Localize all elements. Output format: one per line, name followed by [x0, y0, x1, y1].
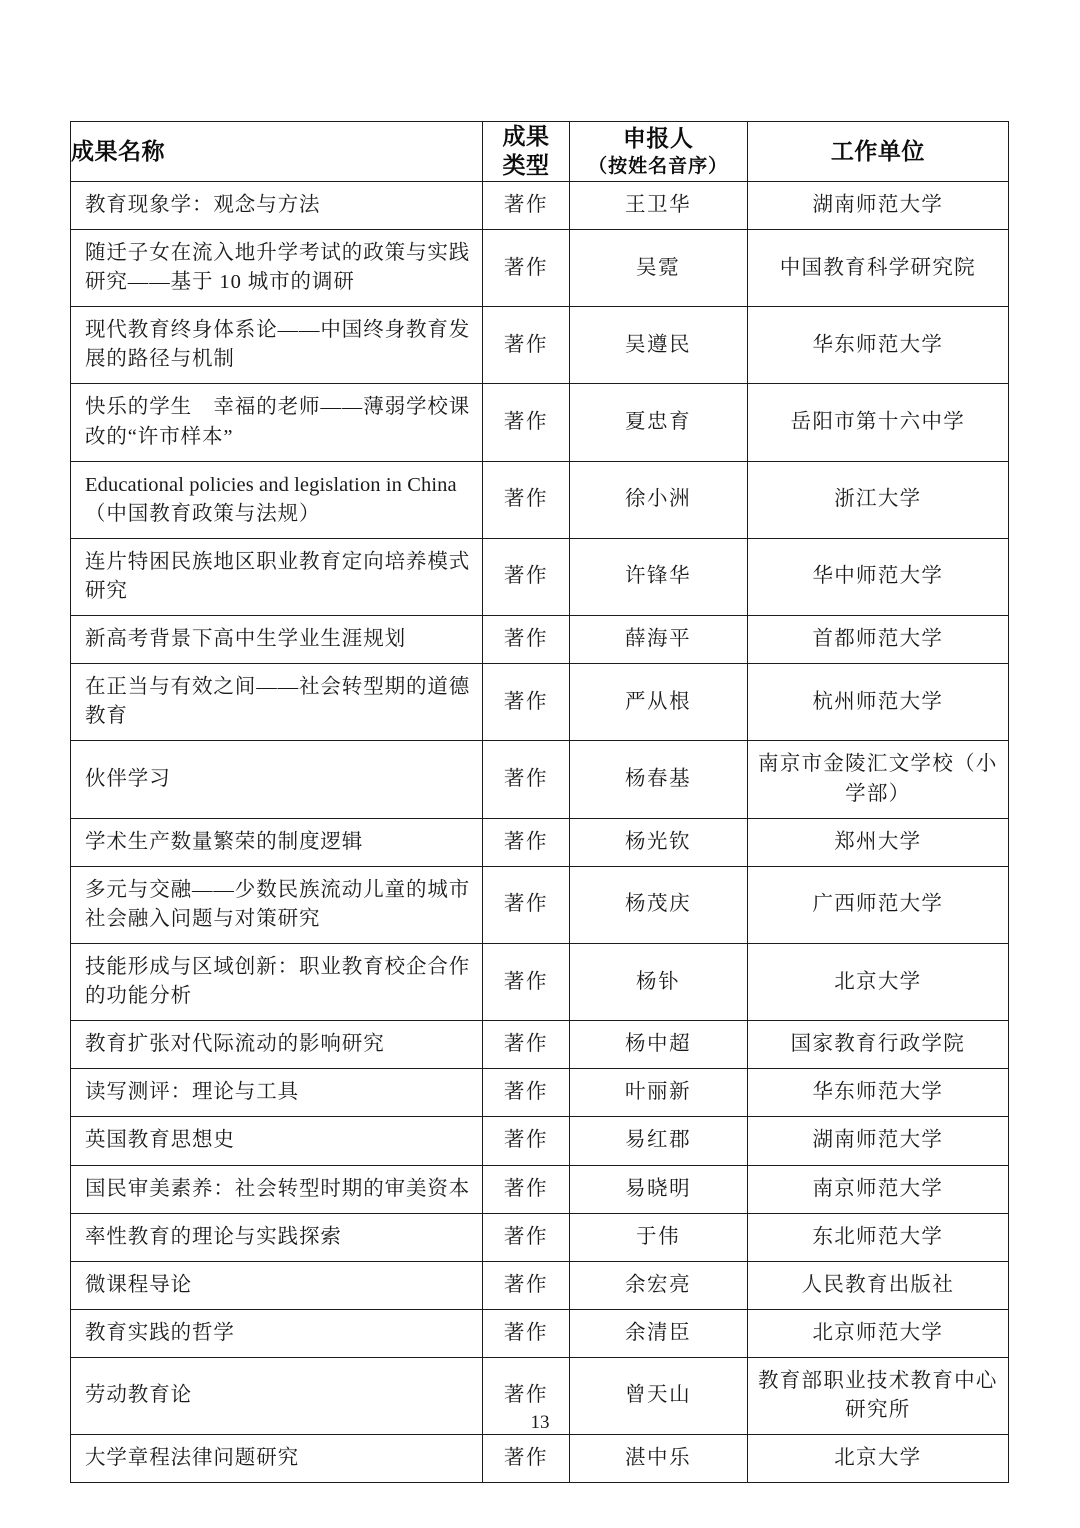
- cell-achievement-title: [71, 616, 483, 664]
- achievement-title-text: 在正当与有效之间——社会转型期的道德教育: [85, 676, 471, 728]
- header-title: [71, 122, 483, 182]
- cell-organization: 北京师范大学: [747, 1309, 1008, 1357]
- cell-applicant-name: 曾天山: [569, 1357, 747, 1434]
- cell-applicant-name: 杨钋: [569, 943, 747, 1020]
- cell-organization: 国家教育行政学院: [747, 1021, 1008, 1069]
- cell-achievement-type: 著作: [483, 1021, 569, 1069]
- cell-applicant-name: 杨中超: [569, 1021, 747, 1069]
- achievement-title-text: 快乐的学生 幸福的老师——薄弱学校课改的“许市样本”: [85, 396, 471, 448]
- cell-applicant-name: 于伟: [569, 1213, 747, 1261]
- table-row: [71, 818, 1009, 866]
- table-row: [71, 741, 1009, 818]
- cell-achievement-title: [71, 664, 483, 741]
- cell-achievement-type: 著作: [483, 616, 569, 664]
- cell-organization: 首都师范大学: [747, 616, 1008, 664]
- cell-organization: 广西师范大学: [747, 866, 1008, 943]
- cell-achievement-title: [71, 1021, 483, 1069]
- header-organization-label: 工作单位: [830, 137, 925, 164]
- cell-organization: 人民教育出版社: [747, 1261, 1008, 1309]
- header-applicant-label: 申报人: [622, 124, 694, 151]
- cell-achievement-type: 著作: [483, 1261, 569, 1309]
- cell-achievement-type: 著作: [483, 1213, 569, 1261]
- cell-achievement-title: [71, 1069, 483, 1117]
- table-row: [71, 664, 1009, 741]
- cell-achievement-type: 著作: [483, 664, 569, 741]
- cell-organization: 华东师范大学: [747, 1069, 1008, 1117]
- table-body: [71, 181, 1009, 1482]
- achievement-title-text: 英国教育思想史: [85, 1129, 235, 1152]
- cell-applicant-name: 叶丽新: [569, 1069, 747, 1117]
- achievement-title-text: 率性教育的理论与实践探索: [85, 1225, 342, 1248]
- cell-achievement-title: [71, 1309, 483, 1357]
- header-type: [483, 122, 569, 182]
- cell-organization: 南京师范大学: [747, 1165, 1008, 1213]
- cell-achievement-title: [71, 384, 483, 461]
- table-row: [71, 538, 1009, 615]
- cell-organization: 南京市金陵汇文学校（小学部）: [747, 741, 1008, 818]
- cell-achievement-title: [71, 943, 483, 1020]
- table-row: [71, 307, 1009, 384]
- cell-achievement-type: 著作: [483, 943, 569, 1020]
- cell-applicant-name: 杨光钦: [569, 818, 747, 866]
- cell-achievement-title: [71, 866, 483, 943]
- cell-achievement-type: 著作: [483, 741, 569, 818]
- cell-achievement-type: 著作: [483, 538, 569, 615]
- cell-achievement-title: [71, 1435, 483, 1483]
- header-applicant: [569, 122, 747, 182]
- cell-applicant-name: 余宏亮: [569, 1261, 747, 1309]
- cell-achievement-title: [71, 741, 483, 818]
- achievement-title-text: 教育现象学：观念与方法: [85, 193, 321, 216]
- table-row: [71, 943, 1009, 1020]
- table-header: [71, 122, 1009, 182]
- table-row: [71, 1069, 1009, 1117]
- cell-applicant-name: 易红郡: [569, 1117, 747, 1165]
- achievement-title-text: 大学章程法律问题研究: [85, 1447, 299, 1470]
- cell-applicant-name: 杨春基: [569, 741, 747, 818]
- achievement-title-text: 新高考背景下高中生学业生涯规划: [85, 628, 406, 651]
- page-number: 13: [530, 1412, 550, 1433]
- achievements-table: [70, 121, 1009, 1483]
- cell-achievement-type: 著作: [483, 461, 569, 538]
- cell-achievement-title: [71, 229, 483, 306]
- cell-achievement-type: 著作: [483, 866, 569, 943]
- table-row: [71, 384, 1009, 461]
- cell-achievement-title: [71, 307, 483, 384]
- cell-applicant-name: 王卫华: [569, 181, 747, 229]
- header-organization: [747, 122, 1008, 182]
- cell-organization: 湖南师范大学: [747, 1117, 1008, 1165]
- header-type-label-line1: 成果: [502, 123, 550, 149]
- table-row: [71, 1021, 1009, 1069]
- cell-achievement-type: 著作: [483, 307, 569, 384]
- cell-achievement-type: 著作: [483, 384, 569, 461]
- achievement-title-text: 读写测评：理论与工具: [85, 1081, 299, 1104]
- achievement-title-text: （中国教育政策与法规）: [85, 502, 321, 525]
- cell-achievement-type: 著作: [483, 1117, 569, 1165]
- table-row: [71, 1261, 1009, 1309]
- header-type-label-line2: 类型: [502, 152, 550, 179]
- cell-applicant-name: 徐小洲: [569, 461, 747, 538]
- cell-applicant-name: 薛海平: [569, 616, 747, 664]
- cell-achievement-type: 著作: [483, 229, 569, 306]
- cell-achievement-title: [71, 1261, 483, 1309]
- cell-organization: 华东师范大学: [747, 307, 1008, 384]
- achievement-title-text: 国民审美素养：社会转型时期的审美资本: [85, 1177, 471, 1200]
- cell-organization: 中国教育科学研究院: [747, 229, 1008, 306]
- cell-applicant-name: 吴遵民: [569, 307, 747, 384]
- cell-applicant-name: 余清臣: [569, 1309, 747, 1357]
- cell-achievement-title: [71, 461, 483, 538]
- cell-achievement-type: 著作: [483, 1435, 569, 1483]
- cell-organization: 杭州师范大学: [747, 664, 1008, 741]
- achievement-title-text: 随迁子女在流入地升学考试的政策与实践研究——基于 10 城市的调研: [85, 241, 471, 294]
- table-row: [71, 229, 1009, 306]
- achievement-title-text: 技能形成与区域创新：职业教育校企合作的功能分析: [85, 955, 471, 1008]
- cell-applicant-name: 夏忠育: [569, 384, 747, 461]
- table-row: [71, 1213, 1009, 1261]
- cell-organization: 东北师范大学: [747, 1213, 1008, 1261]
- cell-achievement-type: 著作: [483, 818, 569, 866]
- cell-achievement-title: [71, 1213, 483, 1261]
- table-row: [71, 1309, 1009, 1357]
- cell-achievement-type: 著作: [483, 1165, 569, 1213]
- achievement-title-text: 伙伴学习: [85, 767, 171, 790]
- table-row: [71, 1435, 1009, 1483]
- table-row: [71, 461, 1009, 538]
- cell-organization: 华中师范大学: [747, 538, 1008, 615]
- cell-organization: 岳阳市第十六中学: [747, 384, 1008, 461]
- achievement-title-text: 学术生产数量繁荣的制度逻辑: [85, 830, 364, 853]
- cell-organization: 郑州大学: [747, 818, 1008, 866]
- cell-achievement-type: 著作: [483, 1309, 569, 1357]
- cell-applicant-name: 吴霓: [569, 229, 747, 306]
- cell-organization: 北京大学: [747, 943, 1008, 1020]
- cell-applicant-name: 易晓明: [569, 1165, 747, 1213]
- achievement-title-text: 现代教育终身体系论——中国终身教育发展的路径与机制: [85, 319, 471, 371]
- cell-achievement-type: 著作: [483, 1069, 569, 1117]
- header-title-label: 成果名称: [71, 137, 165, 164]
- header-row: [71, 122, 1009, 182]
- cell-achievement-title: [71, 1165, 483, 1213]
- table-row: [71, 1165, 1009, 1213]
- cell-organization: 湖南师范大学: [747, 181, 1008, 229]
- cell-achievement-type: 著作: [483, 181, 569, 229]
- achievement-title-text: 教育扩张对代际流动的影响研究: [85, 1033, 385, 1056]
- achievement-title-text: 连片特困民族地区职业教育定向培养模式研究: [85, 550, 471, 602]
- cell-achievement-title: [71, 538, 483, 615]
- cell-achievement-title: [71, 181, 483, 229]
- achievement-title-text: 教育实践的哲学: [85, 1321, 235, 1344]
- cell-achievement-title: [71, 818, 483, 866]
- header-applicant-sublabel: （按姓名音序）: [588, 156, 729, 177]
- cell-organization: 浙江大学: [747, 461, 1008, 538]
- achievement-title-text: 多元与交融——少数民族流动儿童的城市社会融入问题与对策研究: [85, 878, 471, 930]
- table-row: [71, 616, 1009, 664]
- achievement-title-latin: Educational policies and legislation in China: [85, 473, 457, 496]
- cell-applicant-name: 湛中乐: [569, 1435, 747, 1483]
- cell-achievement-type: 著作: [483, 1357, 569, 1434]
- cell-applicant-name: 杨茂庆: [569, 866, 747, 943]
- cell-applicant-name: 许锋华: [569, 538, 747, 615]
- achievement-title-text: 劳动教育论: [85, 1384, 192, 1407]
- table-row: [71, 866, 1009, 943]
- achievement-title-text: 微课程导论: [85, 1273, 192, 1296]
- cell-applicant-name: 严从根: [569, 664, 747, 741]
- cell-achievement-title: [71, 1117, 483, 1165]
- cell-organization: 教育部职业技术教育中心研究所: [747, 1357, 1008, 1434]
- table-row: [71, 181, 1009, 229]
- cell-organization: 北京大学: [747, 1435, 1008, 1483]
- table-row: [71, 1117, 1009, 1165]
